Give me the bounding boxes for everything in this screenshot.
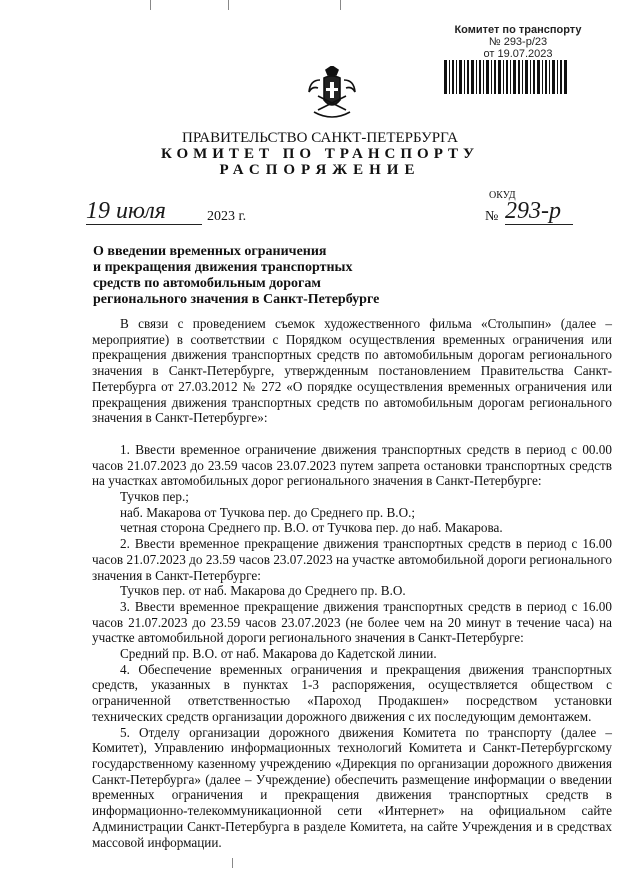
preamble-paragraph: В связи с проведением съемок художественного фильма «Столыпин» (далее – мероприятие) в соответствии с Порядком осуществления временных ограничения или прекращения движения транспортных средств по автомобильным дорогам регионального значения в Санкт-Петербурге, утвержденным постановлением Правительства Санкт-Петербурга от 27.03.2012 № 272 «О порядке осуществления временных ограничения или прекращения движения транспортных средств по автомобильным дорогам регионального значения в Санкт-Петербурге»: [92, 316, 612, 426]
committee-title: КОМИТЕТ ПО ТРАНСПОРТУ [160, 146, 480, 162]
item-1-road-c: четная сторона Среднего пр. В.О. от Тучкова пер. до наб. Макарова. [120, 520, 503, 536]
document-type-title: РАСПОРЯЖЕНИЕ [219, 162, 421, 178]
document-subject [93, 244, 383, 308]
handwritten-date: 19 июля [86, 198, 202, 225]
margin-mark [150, 0, 151, 10]
subject-line: О введении временных ограничения [93, 244, 327, 259]
margin-mark [340, 0, 341, 10]
subject-line: регионального значения в Санкт-Петербурге [93, 292, 380, 307]
margin-mark [232, 858, 233, 868]
okud-label: ОКУД [489, 190, 516, 201]
item-4-paragraph: 4. Обеспечение временных ограничения и прекращения движения транспортных средств, указанных в пунктах 1-3 распоряжения, осуществляется обществом с ограниченной ответственностью «Пароход Продакшен» посредством установки технических средств организации дорожного движения с их последующим демонтажем. [92, 661, 612, 724]
item-1-paragraph: 1. Ввести временное ограничение движения транспортных средств в период с 00.00 часов 21.07.2023 до 23.59 часов 23.07.2023 путем запрета остановки транспортных средств на участках автомобильных дорог регионального значения в Санкт-Петербурге: [92, 441, 612, 489]
stamp-number: № 293-р/23 [488, 36, 548, 48]
item-1-road-a: Тучков пер.; [120, 489, 189, 505]
item-3-road-a: Средний пр. В.О. от наб. Макарова до Кадетской линии. [120, 646, 437, 662]
barcode [444, 60, 568, 94]
item-3-paragraph: 3. Ввести временное прекращение движения транспортных средств в период с 16.00 часов 21.07.2023 до 23.59 часов 23.07.2023 (не более чем на 20 минут в течение часа) на участке автомобильной дороги регионального значения в Санкт-Петербурге: [92, 598, 612, 646]
stamp-date: от 19.07.2023 [483, 48, 553, 60]
subject-line: средств по автомобильным дорогам [93, 276, 321, 291]
document-body [92, 316, 612, 850]
registration-stamp [432, 24, 604, 60]
document-year: 2023 г. [207, 209, 247, 224]
item-5-paragraph: 5. Отделу организации дорожного движения Комитета по транспорту (далее – Комитет), Управлению информационных технологий Комитета и Санкт-Петербургскому государственному казенному учреждению «Дирекция по организации дорожного движения Санкт-Петербурга» (далее – Учреждение) обеспечить размещение информации о введении временных ограничения и прекращения движения транспортных средств в информационно-телекоммуникационной сети «Интернет» на официальном сайте Администрации Санкт-Петербурга в разделе Комитета, на сайте Учреждения и в средствах массовой информации. [92, 724, 612, 850]
stamp-org: Комитет по транспорту [454, 24, 582, 36]
item-2-road-a: Тучков пер. от наб. Макарова до Среднего пр. В.О. [120, 583, 406, 599]
item-2-paragraph: 2. Ввести временное прекращение движения транспортных средств в период с 16.00 часов 21.07.2023 до 23.59 часов 23.07.2023 на участке автомобильной дороги регионального значения в Санкт-Петербурге: [92, 536, 612, 583]
item-1-road-b: наб. Макарова от Тучкова пер. до Среднего пр. В.О.; [120, 504, 416, 520]
government-title: ПРАВИТЕЛЬСТВО САНКТ-ПЕТЕРБУРГА [182, 130, 458, 146]
number-sign: № [485, 209, 499, 224]
margin-mark [228, 0, 229, 10]
handwritten-number: 293-р [505, 198, 573, 225]
subject-line: и прекращения движения транспортных [93, 260, 353, 275]
coat-of-arms-emblem [306, 66, 358, 122]
